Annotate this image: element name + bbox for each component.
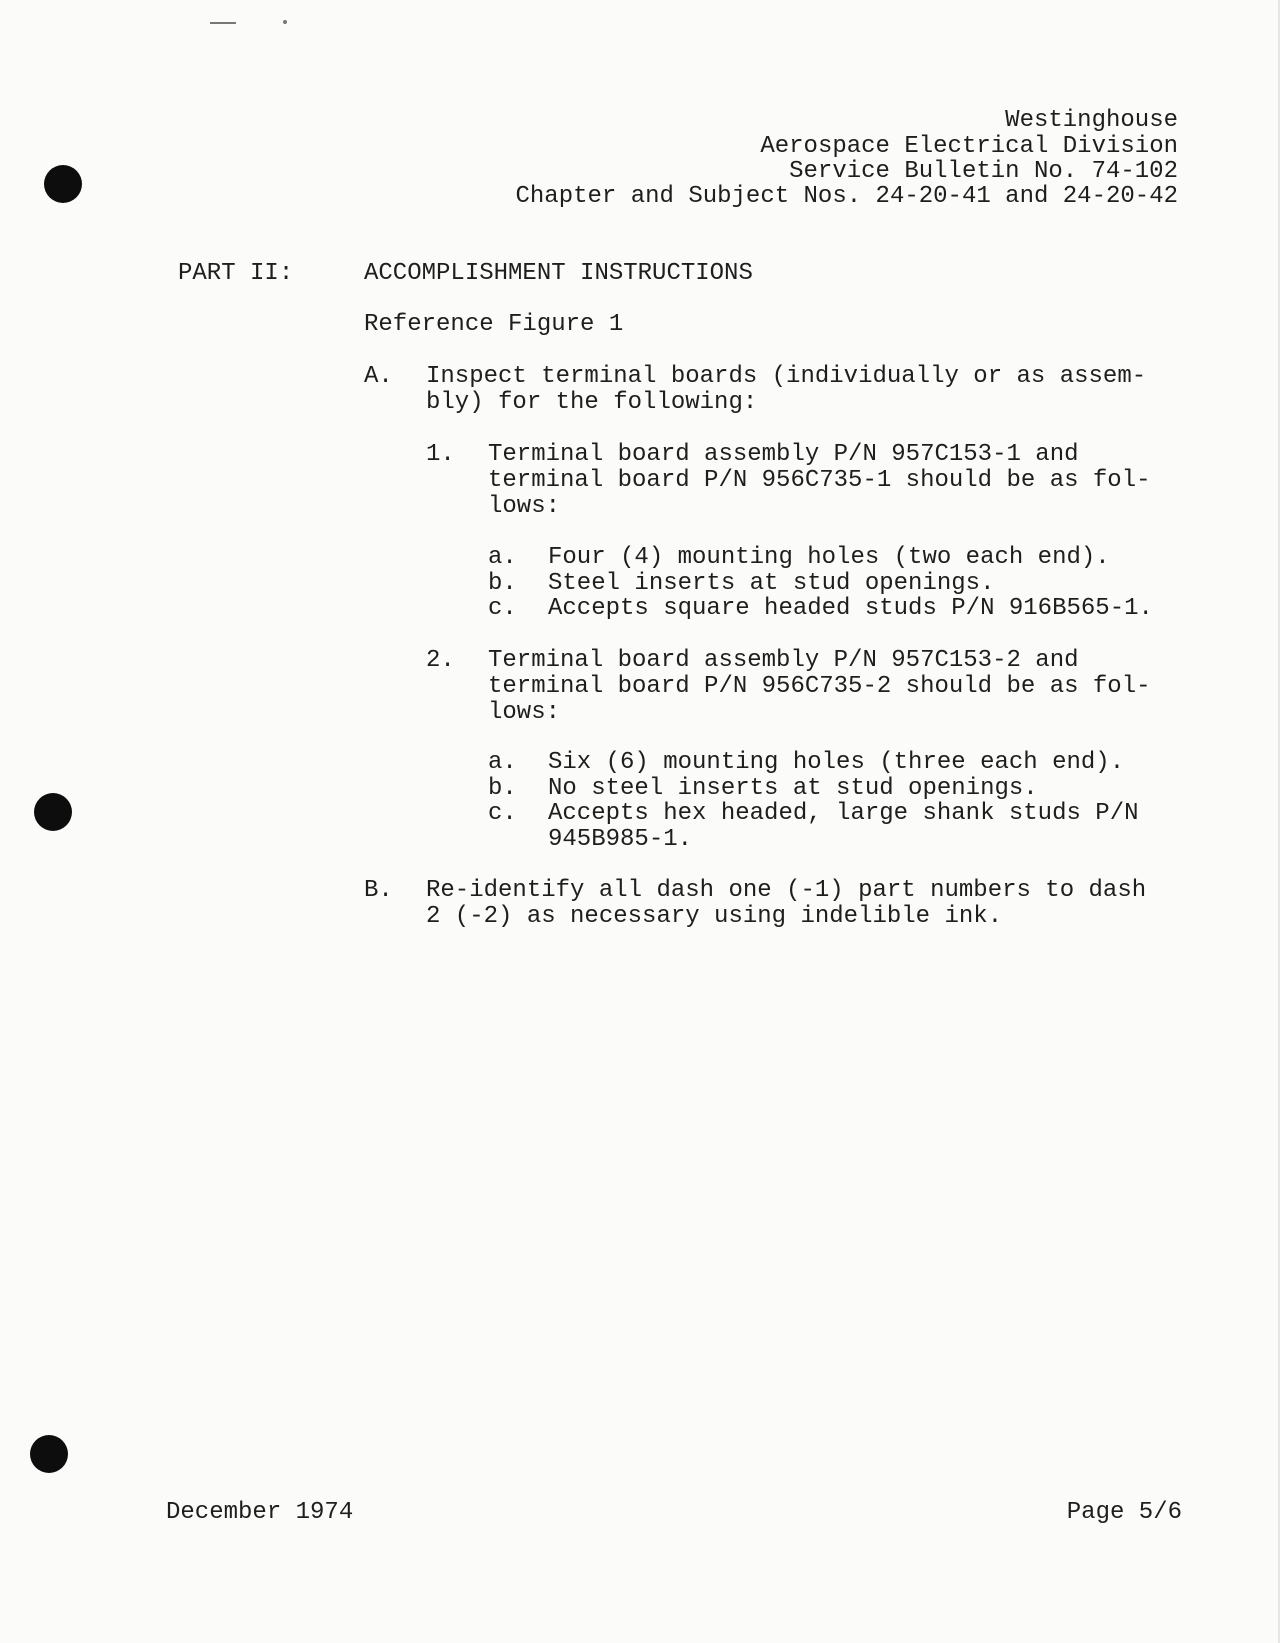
item-2-line: lows: <box>488 699 561 726</box>
section-b-line: Re-identify all dash one (-1) part numbers to dash <box>426 877 1147 904</box>
scan-mark <box>210 22 236 24</box>
header-division: Aerospace Electrical Division <box>760 133 1178 160</box>
item-2c-marker: c. <box>488 800 517 827</box>
section-b-line: 2 (-2) as necessary using indelible ink. <box>426 903 1003 930</box>
item-1a-text: Four (4) mounting holes (two each end). <box>548 544 1110 571</box>
item-2-line: Terminal board assembly P/N 957C153-2 and <box>488 647 1079 674</box>
header-company: Westinghouse <box>1005 107 1178 134</box>
item-2a-text: Six (6) mounting holes (three each end). <box>548 749 1125 776</box>
scan-mark <box>283 20 287 24</box>
item-1c-marker: c. <box>488 595 517 622</box>
part-label: PART II: <box>178 260 294 287</box>
item-1c-text: Accepts square headed studs P/N 916B565-1. <box>548 595 1153 622</box>
item-2b-marker: b. <box>488 775 517 802</box>
item-1-marker: 1. <box>426 441 455 468</box>
header-chapter: Chapter and Subject Nos. 24-20-41 and 24-20-42 <box>515 183 1178 210</box>
punch-hole-middle <box>34 793 72 831</box>
item-2a-marker: a. <box>488 749 517 776</box>
section-a-line: Inspect terminal boards (individually or as assem- <box>426 363 1147 390</box>
item-1-line: lows: <box>488 493 561 520</box>
punch-hole-top <box>44 165 82 203</box>
item-1b-marker: b. <box>488 570 517 597</box>
item-2-marker: 2. <box>426 647 455 674</box>
punch-hole-bottom <box>30 1435 68 1473</box>
footer-date: December 1974 <box>166 1499 354 1526</box>
part-title: ACCOMPLISHMENT INSTRUCTIONS <box>364 260 753 287</box>
header-bulletin: Service Bulletin No. 74-102 <box>789 158 1178 185</box>
item-2-line: terminal board P/N 956C735-2 should be as fol- <box>488 673 1151 700</box>
item-2c-text: Accepts hex headed, large shank studs P/N <box>548 800 1139 827</box>
item-2b-text: No steel inserts at stud openings. <box>548 775 1038 802</box>
item-1a-marker: a. <box>488 544 517 571</box>
item-1b-text: Steel inserts at stud openings. <box>548 570 995 597</box>
footer-page: Page 5/6 <box>1066 1499 1182 1526</box>
item-1-line: terminal board P/N 956C735-1 should be as fol- <box>488 467 1151 494</box>
item-1-line: Terminal board assembly P/N 957C153-1 and <box>488 441 1079 468</box>
section-a-line: bly) for the following: <box>426 389 758 416</box>
section-b-marker: B. <box>364 877 393 904</box>
section-a-marker: A. <box>364 363 393 390</box>
reference-line: Reference Figure 1 <box>364 311 624 338</box>
item-2c-text: 945B985-1. <box>548 826 693 853</box>
